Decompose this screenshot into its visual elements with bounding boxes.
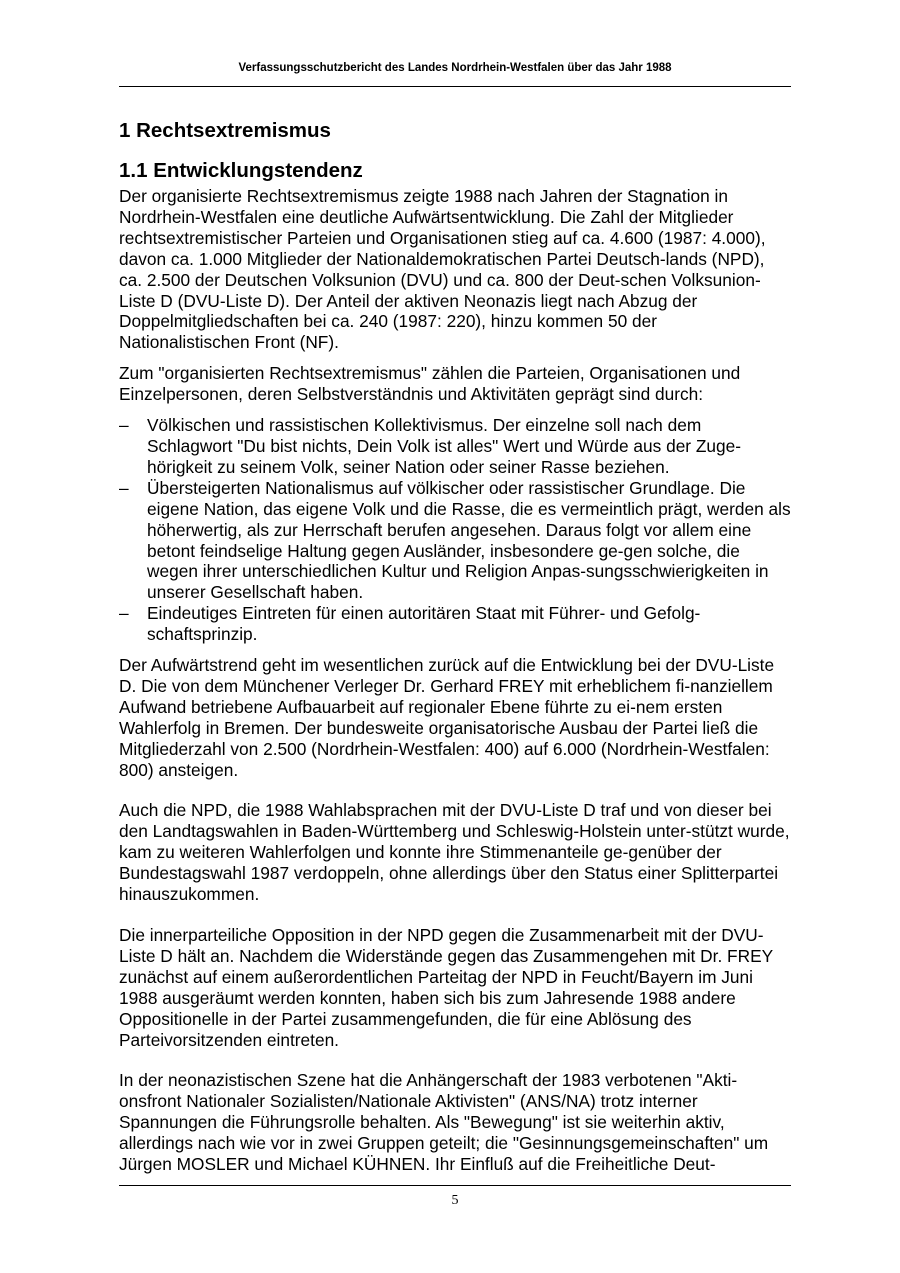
chapter-title: 1 Rechtsextremismus bbox=[119, 119, 331, 142]
paragraph-dvu-trend: Der Aufwärtstrend geht im wesentlichen zurück auf die Entwicklung bei der DVU-Liste D. Die von dem Münchener Verleger Dr. Gerhard FREY mit erheblichem fi-nanziellem Aufwand betriebene Aufbauarbeit auf regionaler Ebene führte zu ei-nem ersten Wahlerfolg in Bremen. Der bundesweite organisatorische Ausbau der Partei ließ die Mitgliederzahl von 2.500 (Nordrhein-Westfalen: 400) auf 6.000 (Nordrhein-Westfalen: 800) ansteigen. bbox=[119, 655, 775, 780]
running-header: Verfassungsschutzbericht des Landes Nordrhein-Westfalen über das Jahr 1988 bbox=[238, 62, 672, 74]
page-body bbox=[119, 114, 791, 1185]
paragraph-definition: Zum "organisierten Rechtsextremismus" zählen die Parteien, Organisationen und Einzelpersonen, deren Selbstverständnis und Aktivitäten geprägt sind durch: bbox=[119, 363, 741, 405]
dash-bullet-icon: – bbox=[119, 603, 129, 624]
characteristics-list bbox=[119, 415, 791, 645]
list-item bbox=[119, 478, 791, 603]
dash-bullet-icon: – bbox=[119, 477, 129, 498]
header-divider bbox=[119, 86, 791, 87]
list-item-text: Übersteigerten Nationalismus auf völkischer oder rassistischer Grundlage. Die eigene Nation, das eigene Volk und die Rasse, die es vermeintlich prägt, werden als höherwertig, als zur Herrschaft berufen angesehen. Daraus folgt vor allem eine betont feindselige Haltung gegen Ausländer, insbesondere ge-gen solche, die wegen ihrer unterschiedlichen Kultur und Religion Anpas-sungsschwierigkeiten in unserer Gesellschaft haben. bbox=[147, 477, 791, 603]
footer-divider bbox=[119, 1185, 791, 1186]
list-item bbox=[119, 415, 791, 478]
page-number: 5 bbox=[451, 1193, 459, 1208]
list-item bbox=[119, 603, 791, 645]
paragraph-npd-opposition: Die innerparteiliche Opposition in der NPD gegen die Zusammenarbeit mit der DVU-Liste D hält an. Nachdem die Widerstände gegen das Zusammengehen mit Dr. FREY zunächst auf einem außerordentlichen Parteitag der NPD in Feucht/Bayern im Juni 1988 ausgeräumt werden konnten, haben sich bis zum Jahresende 1988 andere Oppositionelle in der Partei zusammengefunden, die für eine Ablösung des Parteivorsitzenden eintreten. bbox=[119, 925, 773, 1050]
paragraph-neonazi-scene: In der neonazistischen Szene hat die Anhängerschaft der 1983 verbotenen "Akti-onsfront Nationaler Sozialisten/Nationale Aktivisten" (ANS/NA) trotz interner Spannungen die Führungsrolle behalten. Als "Bewegung" ist sie weiterhin aktiv, allerdings nach wie vor in zwei Gruppen geteilt; die "Gesinnungsgemeinschaften" um Jürgen MOSLER und Michael KÜHNEN. Ihr Einfluß auf die Freiheitliche Deut- bbox=[119, 1070, 769, 1175]
dash-bullet-icon: – bbox=[119, 415, 129, 436]
list-item-text: Völkischen und rassistischen Kollektivismus. Der einzelne soll nach dem Schlagwort "Du bist nichts, Dein Volk ist alles" Wert und Würde aus der Zuge-hörigkeit zu seinem Volk, seiner Nation oder seiner Rasse beziehen. bbox=[147, 415, 742, 477]
section-title: 1.1 Entwicklungstendenz bbox=[119, 159, 363, 182]
paragraph-membership: Der organisierte Rechtsextremismus zeigte 1988 nach Jahren der Stagnation in Nordrhein-Westfalen eine deutliche Aufwärtsentwicklung. Die Zahl der Mitglieder rechtsextremistischer Parteien und Organisationen stieg auf ca. 4.600 (1987: 4.000), davon ca. 1.000 Mitglieder der Nationaldemokratischen Partei Deutsch-lands (NPD), ca. 2.500 der Deutschen Volksunion (DVU) und ca. 800 der Deut-schen Volksunion-Liste D (DVU-Liste D). Der Anteil der aktiven Neonazis liegt nach Abzug der Doppelmitgliedschaften bei ca. 240 (1987: 220), hinzu kommen 50 der Nationalistischen Front (NF). bbox=[119, 186, 766, 353]
list-item-text: Eindeutiges Eintreten für einen autoritären Staat mit Führer- und Gefolg-schaftsprinzip. bbox=[147, 603, 701, 645]
paragraph-npd: Auch die NPD, die 1988 Wahlabsprachen mit der DVU-Liste D traf und von dieser bei den Landtagswahlen in Baden-Württemberg und Schleswig-Holstein unter-stützt wurde, kam zu weiteren Wahlerfolgen und konnte ihre Stimmenanteile ge-genüber der Bundestagswahl 1987 verdoppeln, ohne allerdings über den Status einer Splitterpartei hinauszukommen. bbox=[119, 800, 790, 905]
